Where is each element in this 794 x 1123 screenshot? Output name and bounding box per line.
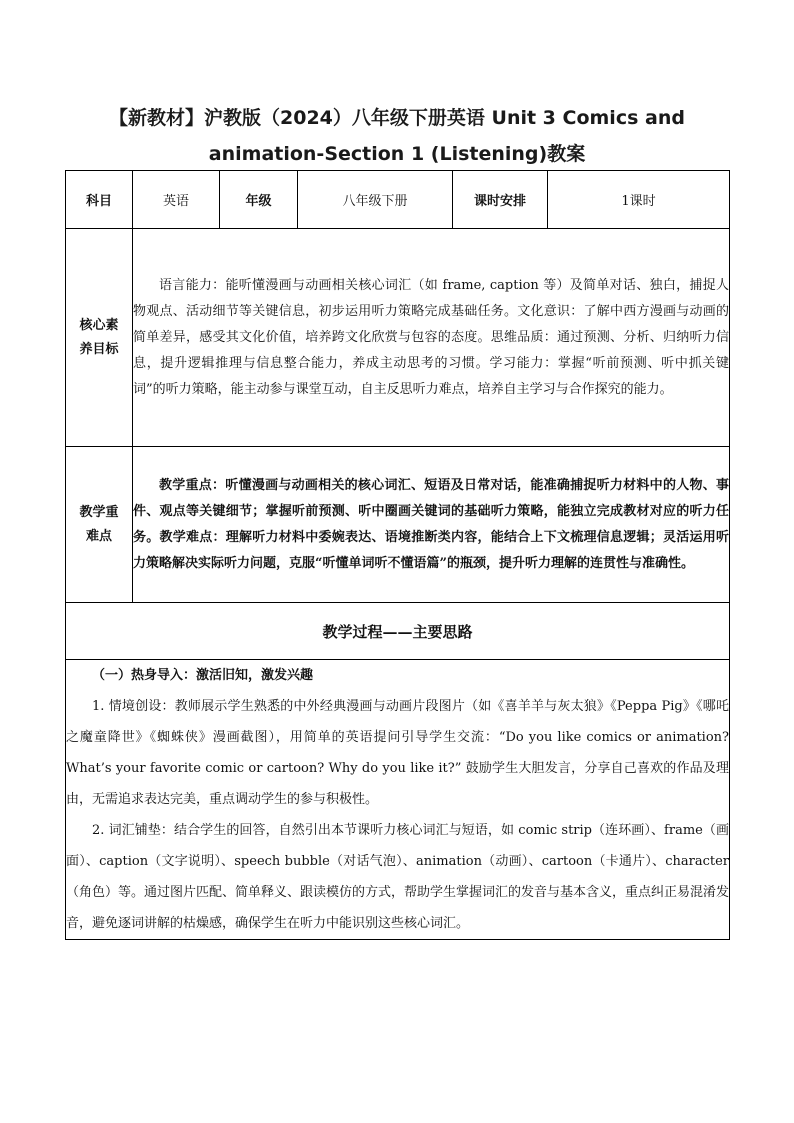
subject-label: 科目 — [66, 171, 133, 229]
process-heading-row — [66, 603, 730, 660]
process-content — [66, 660, 730, 940]
process-item-1: 1. 情境创设：教师展示学生熟悉的中外经典漫画与动画片段图片（如《喜羊羊与灰太狼》《Peppa Pig》《哪吒之魔童降世》《蜘蛛侠》漫画截图），用简单的英语提问引导学生交流：“Do you like comics or animation? What’s your favorite comic or cartoon? Why do you like it?” 鼓励学生大胆发言，分享自己喜欢的作品及理由，无需追求表达完美，重点调动学生的参与积极性。 — [66, 699, 729, 807]
subject-value: 英语 — [133, 171, 220, 229]
process-item-2: 2. 词汇铺垫：结合学生的回答，自然引出本节课听力核心词汇与短语，如 comic strip（连环画）、frame（画面）、caption（文字说明）、speech bubble（对话气泡）、animation（动画）、cartoon（卡通片）、character（角色）等。通过图片匹配、简单释义、跟读模仿的方式，帮助学生掌握词汇的发音与基本含义，重点纠正易混淆发音，避免逐词讲解的枯燥感，确保学生在听力中能识别这些核心词汇。 — [66, 823, 730, 931]
grade-value: 八年级下册 — [298, 171, 453, 229]
document-title: 【新教材】沪教版（2024）八年级下册英语 Unit 3 Comics and animation-Section 1 (Listening)教案 — [109, 107, 685, 165]
process-content-row — [66, 660, 730, 940]
key-points-row — [66, 447, 730, 603]
key-points-label: 教学重难点 — [66, 447, 133, 603]
info-row — [66, 171, 730, 229]
core-goals-row — [66, 229, 730, 447]
process-heading: 教学过程——主要思路 — [66, 603, 730, 660]
warmup-subheading: （一）热身导入：激活旧知，激发兴趣 — [92, 668, 314, 683]
hours-label: 课时安排 — [453, 171, 548, 229]
grade-label: 年级 — [220, 171, 298, 229]
lesson-plan-table — [65, 170, 730, 940]
hours-value: 1课时 — [548, 171, 730, 229]
core-goals-label: 核心素养目标 — [66, 229, 133, 447]
core-goals-text: 语言能力：能听懂漫画与动画相关核心词汇（如 frame, caption 等）及简单对话、独白，捕捉人物观点、活动细节等关键信息，初步运用听力策略完成基础任务。文化意识：了解中西方漫画与动画的简单差异，感受其文化价值，培养跨文化欣赏与包容的态度。思维品质：通过预测、分析、归纳听力信息，提升逻辑推理与信息整合能力，养成主动思考的习惯。学习能力：掌握“听前预测、听中抓关键词”的听力策略，能主动参与课堂互动，自主反思听力难点，培养自主学习与合作探究的能力。 — [133, 229, 730, 447]
key-points-text: 教学重点：听懂漫画与动画相关的核心词汇、短语及日常对话，能准确捕捉听力材料中的人物、事件、观点等关键细节；掌握听前预测、听中圈画关键词的基础听力策略，能独立完成教材对应的听力任务。教学难点：理解听力材料中委婉表达、语境推断类内容，能结合上下文梳理信息逻辑；灵活运用听力策略解决实际听力问题，克服“听懂单词听不懂语篇”的瓶颈，提升听力理解的连贯性与准确性。 — [133, 447, 730, 603]
